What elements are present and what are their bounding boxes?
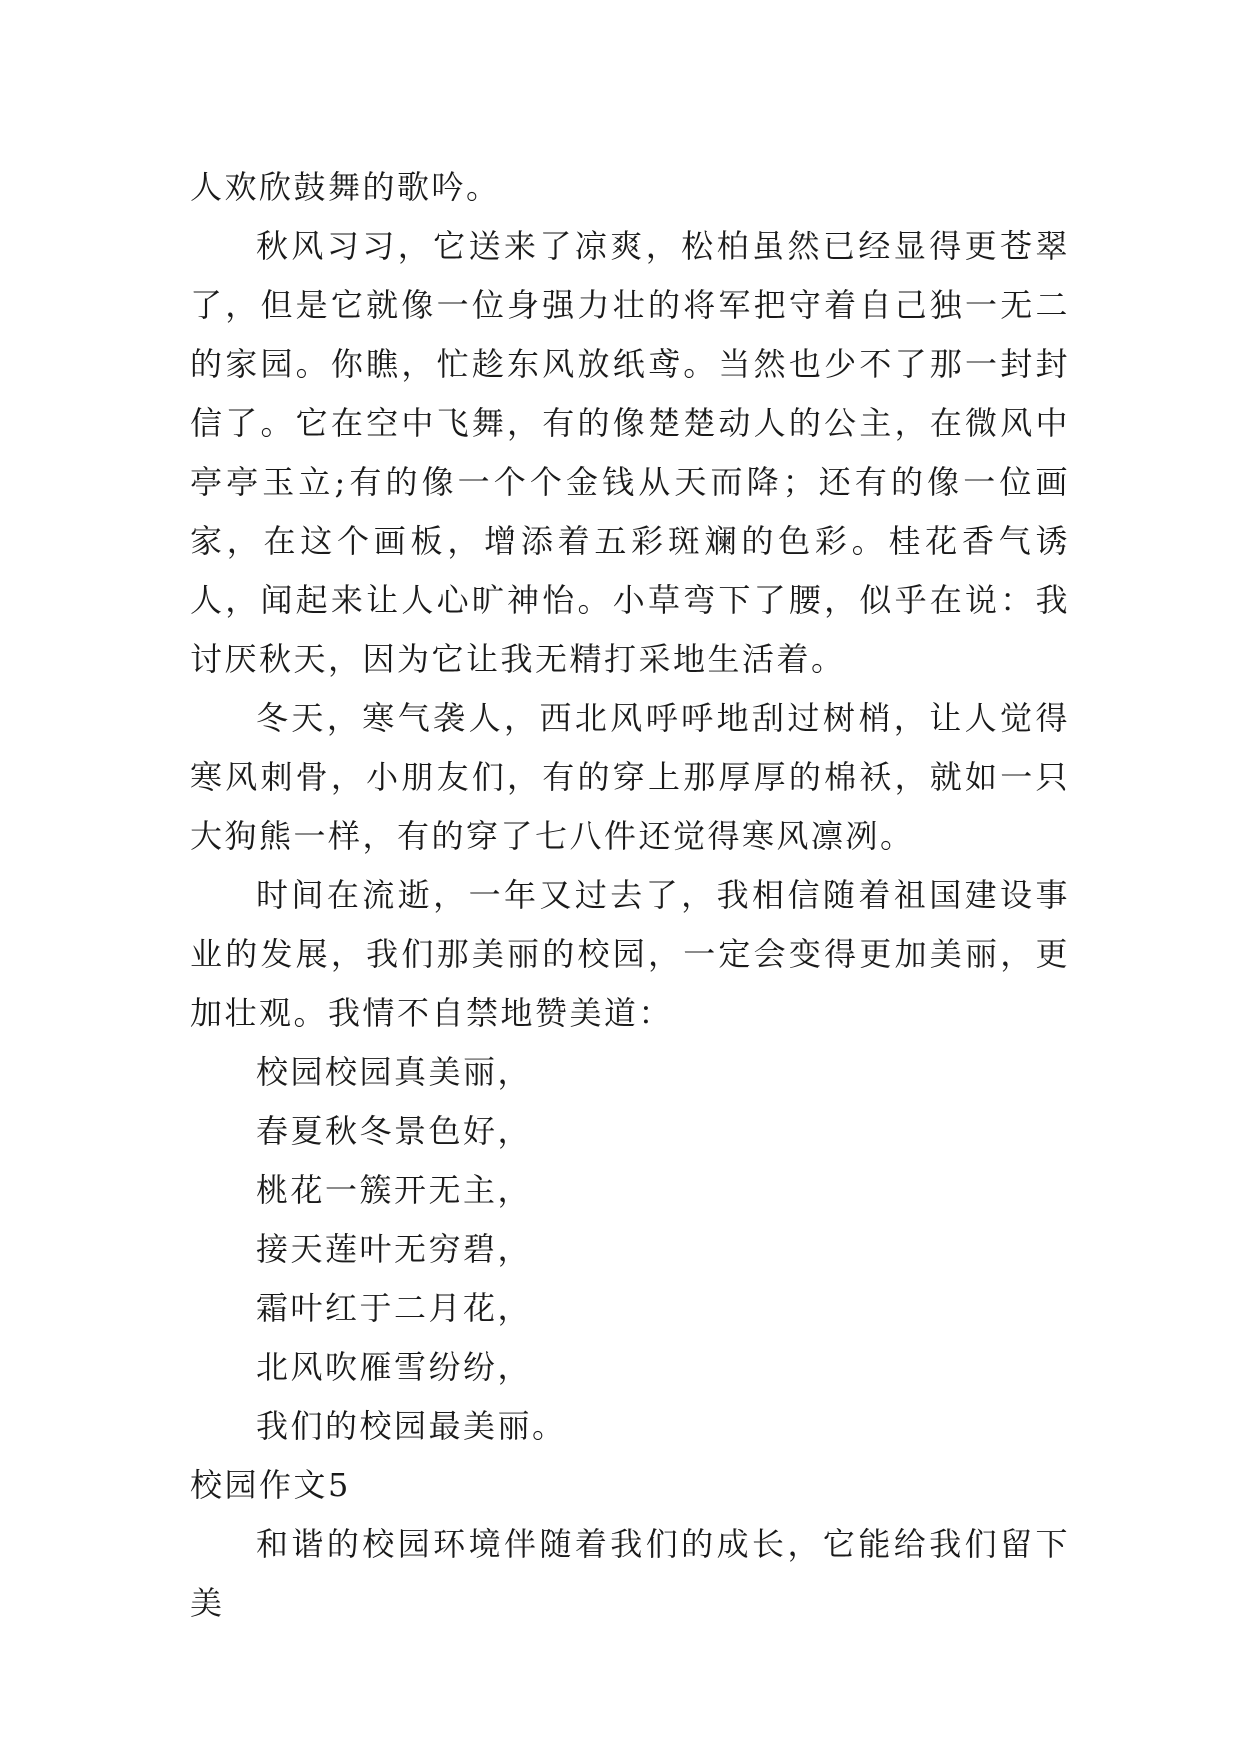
section-title: 校园作文5 bbox=[190, 1466, 351, 1504]
poem-line: 北风吹雁雪纷纷， bbox=[256, 1348, 533, 1386]
poem-line: 接天莲叶无穷碧， bbox=[256, 1230, 533, 1268]
paragraph-final: 和谐的校园环境伴随着我们的成长，它能给我们留下美 bbox=[190, 1525, 1070, 1622]
paragraph-continuation: 人欢欣鼓舞的歌吟。 bbox=[190, 168, 501, 206]
paragraph-time: 时间在流逝，一年又过去了，我相信随着祖国建设事业的发展，我们那美丽的校园，一定会变得更加美丽，更加壮观。我情不自禁地赞美道： bbox=[190, 876, 1070, 1032]
poem-line: 我们的校园最美丽。 bbox=[256, 1407, 567, 1445]
poem-line: 校园校园真美丽， bbox=[256, 1053, 533, 1091]
poem-line: 桃花一簇开无主， bbox=[256, 1171, 533, 1209]
paragraph-autumn: 秋风习习，它送来了凉爽，松柏虽然已经显得更苍翠了，但是它就像一位身强力壮的将军把守着自己独一无二的家园。你瞧，忙趁东风放纸鸢。当然也少不了那一封封信了。它在空中飞舞，有的像楚楚动人的公主，在微风中亭亭玉立;有的像一个个金钱从天而降；还有的像一位画家，在这个画板，增添着五彩斑斓的色彩。桂花香气诱人，闻起来让人心旷神怡。小草弯下了腰，似乎在说：我讨厌秋天，因为它让我无精打采地生活着。 bbox=[190, 227, 1070, 678]
poem-line: 霜叶红于二月花， bbox=[256, 1289, 533, 1327]
paragraph-winter: 冬天，寒气袭人，西北风呼呼地刮过树梢，让人觉得寒风刺骨，小朋友们，有的穿上那厚厚的棉袄，就如一只大狗熊一样，有的穿了七八件还觉得寒风凛冽。 bbox=[190, 699, 1070, 855]
document-body bbox=[190, 158, 1070, 1633]
poem-line: 春夏秋冬景色好， bbox=[256, 1112, 533, 1150]
